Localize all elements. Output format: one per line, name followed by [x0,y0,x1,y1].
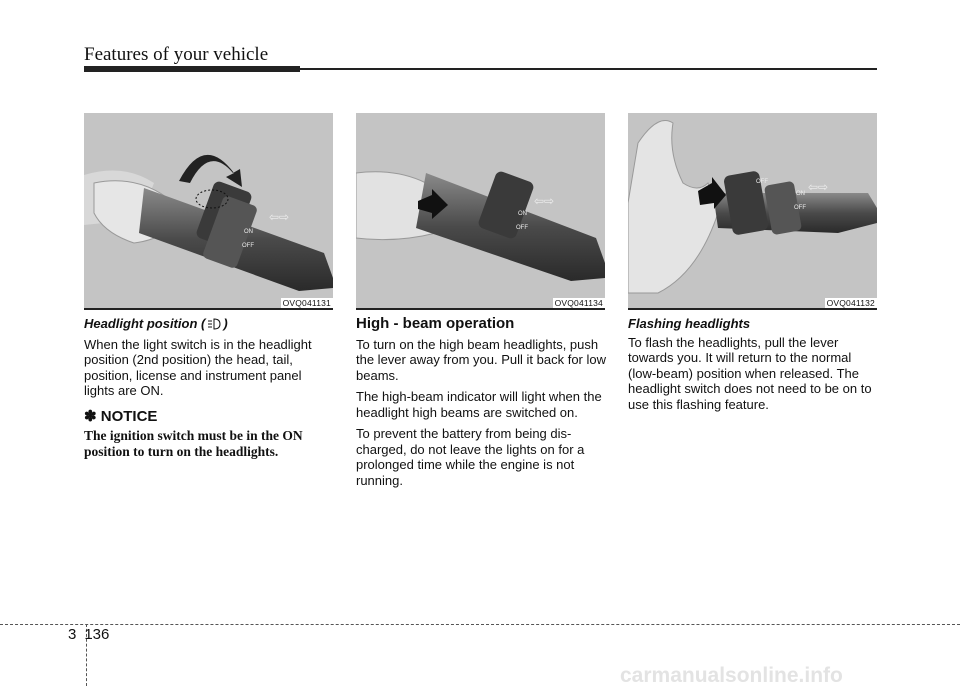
section-heading-flashing: Flashing headlights [628,316,751,331]
turn-arrows-icon: ⇦⇨ [534,194,555,208]
figure-high-beam [356,113,605,310]
notice-heading: ✽ NOTICE [84,407,158,425]
headlight-icon [207,318,221,334]
switch-on-label: ON [244,229,253,235]
section-number: 3 [68,626,77,643]
section-heading-headlight-position: Headlight position ( ) [84,316,334,334]
lever-pull-illustration [628,113,877,310]
section-heading-high-beam: High - beam operation [356,315,515,332]
column-flashing [628,316,878,418]
column-high-beam [356,316,606,494]
turn-arrows-icon: ⇦⇨ [269,210,290,224]
turn-arrows-icon: ⇦⇨ [808,180,829,194]
figure-underline [356,308,605,310]
switch-off-label: OFF [242,243,254,249]
high-beam-paragraph-2: The high-beam indicator will light when the headlight high beams are switched on. [356,389,602,420]
header-tab-bar [84,66,300,72]
headlight-position-body: When the light switch is in the headlight position (2nd position) the head, tail, position, license and instrument panel lights are ON. [84,336,312,398]
figure-code: OVQ041131 [282,298,331,308]
high-beam-paragraph-3: To prevent the battery from being dis-charged, do not leave the lights on for a prolonged time while the engine is not running. [356,426,585,488]
figure-code: OVQ041132 [826,298,875,308]
lever-rotate-illustration [84,113,333,310]
switch-on-label: ON [796,191,805,197]
column-headlight-position [84,316,334,460]
figure-flashing [628,113,877,310]
page-number-value: 136 [84,626,110,643]
switch-off-label: OFF [794,205,806,211]
figure-headlight-position [84,113,333,310]
switch-off-label: OFF [516,225,528,231]
figure-code: OVQ041134 [554,298,603,308]
watermark: carmanualsonline.info [620,664,843,687]
page-header-title: Features of your vehicle [84,44,269,65]
notice-body: The ignition switch must be in the ON position to turn on the headlights. [84,428,303,459]
footer-divider [0,624,960,625]
switch-off-top-label: OFF [756,179,768,185]
page-number [68,626,109,643]
lever-push-illustration [356,113,605,310]
flashing-paragraph: To flash the headlights, pull the lever towards you. It will return to the normal (low-beam) position when released. The headlight switch does not need to be on to use this flashing feature. [628,334,872,412]
figure-underline [628,308,877,310]
switch-on-label: ON [518,211,527,217]
figure-underline [84,308,333,310]
high-beam-paragraph-1: To turn on the high beam headlights, push the lever away from you. Pull it back for low beams. [356,336,606,383]
